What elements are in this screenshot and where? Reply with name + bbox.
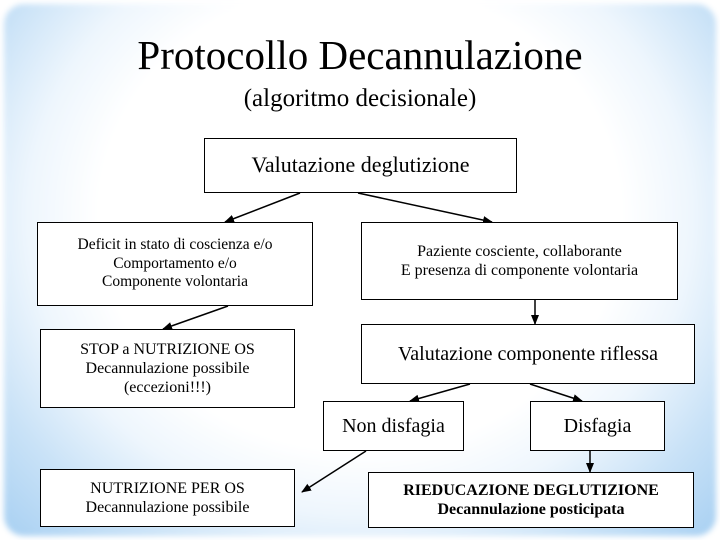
node-line: RIEDUCAZIONE DEGLUTIZIONE [403,481,659,499]
arrow-riflessa-to-non-disfagia [410,384,470,401]
node-label: Disfagia [563,415,632,437]
arrow-non-disfagia-to-nutrizione [302,451,366,492]
node-nutrizione-per-os [40,469,295,527]
node-label: Non disfagia [342,415,445,437]
node-line: NUTRIZIONE PER OS [90,479,245,497]
node-line: Deficit in stato di coscienza e/o [77,236,273,254]
node-label: Valutazione componente riflessa [398,343,658,365]
node-valutazione-riflessa [361,324,695,384]
node-line: STOP a NUTRIZIONE OS [80,340,255,358]
arrow-valutazione-to-deficit [225,193,300,222]
node-line: Paziente cosciente, collaborante [417,242,622,260]
node-non-disfagia [323,401,464,451]
node-line: Comportamento e/o [113,254,237,272]
arrow-deficit-to-stop [163,306,228,329]
node-disfagia [530,401,665,451]
arrow-valutazione-to-paziente [358,193,492,222]
node-rieducazione-deglutizione [368,472,694,528]
node-line: Decannulazione possibile [85,499,250,516]
arrow-riflessa-to-disfagia [530,384,582,401]
node-stop-nutrizione [40,329,295,408]
node-label: Valutazione deglutizione [251,152,470,178]
node-line: Decannulazione posticipata [437,501,625,518]
page-title: Protocollo Decannulazione [137,32,583,78]
node-paziente-cosciente [361,222,678,300]
node-line: Componente volontaria [102,273,248,291]
node-valutazione-deglutizione [204,138,517,193]
node-line: (eccezioni!!!) [123,379,212,397]
node-line: Decannulazione possibile [85,359,250,377]
node-line: E presenza di componente volontaria [400,262,639,279]
node-deficit [37,222,313,306]
page-subtitle: (algoritmo decisionale) [243,85,477,112]
